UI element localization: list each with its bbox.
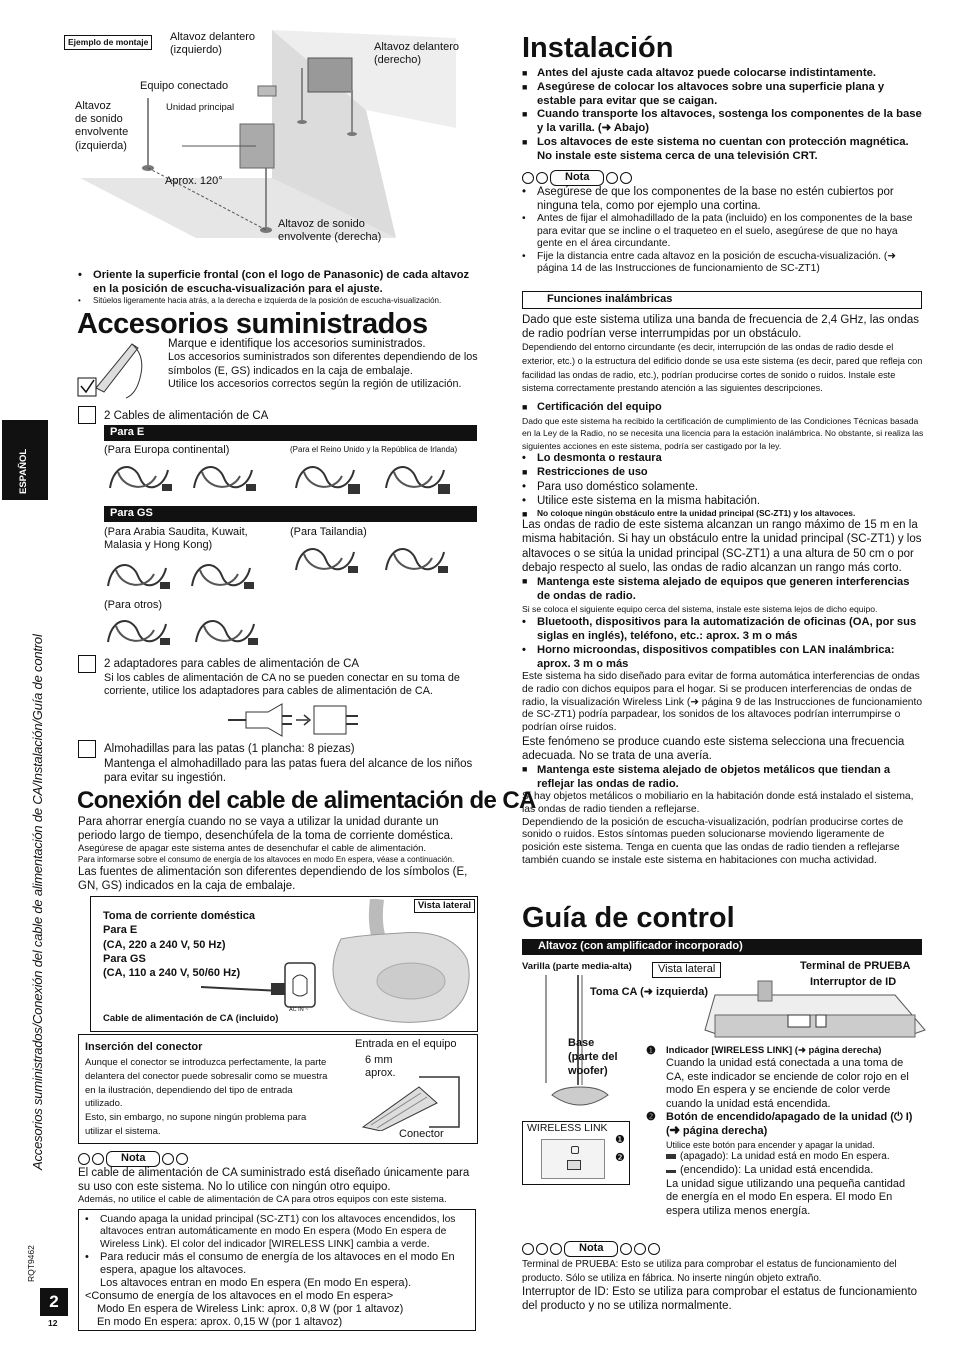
standby-2: • Para reducir más el consumo de energía de los altavoces en el modo En espera, apague los altavoces. [85, 1251, 469, 1277]
cert-text: Dado que este sistema ha recibido la certificación de cumplimiento de las Condiciones Técnicas basada en la Ley de la Radio, no se necesita una licencia para la estación inalámbrica. No obstante, si realiza las siguientes acciones en este sistema, podría ser castigado por la ley. [522, 415, 924, 451]
cable-icon [104, 458, 176, 498]
btn-off [646, 1151, 920, 1164]
ind-title [646, 1045, 920, 1057]
europa-label: (Para Europa continental) [104, 444, 230, 456]
intro-2: Los accesorios suministrados son diferentes dependiendo de los símbolos (E, GS) indicados en la caja de embalaje. [168, 351, 478, 377]
nota-instalacion [522, 170, 632, 186]
btn-on [646, 1164, 920, 1178]
main-unit [258, 86, 276, 96]
para-gs-label: Para GS [103, 952, 146, 965]
accesorios-title: Accesorios suministrados [77, 308, 428, 340]
cable-icon [290, 540, 362, 580]
insercion-title: Inserción del conector [85, 1041, 203, 1053]
tv [308, 58, 352, 92]
lang-tab [2, 420, 48, 500]
label-front-left: Altavoz delantero (izquierdo) [170, 31, 255, 57]
tailandia-label: (Para Tailandia) [290, 526, 367, 538]
reino-label: (Para el Reino Unido y la República de Irlanda) [290, 445, 458, 454]
mant2: ■ Mantenga este sistema alejado de objetos metálicos que tiendan a reflejar las ondas de radio. [522, 763, 924, 791]
standby-3: Los altavoces entran en modo En espera (En modo En espera). [100, 1276, 412, 1289]
nota-instalacion-list [522, 185, 924, 276]
lang-label: ESPAÑOL [18, 448, 29, 494]
cable-inc-label: Cable de alimentación de CA (incluido) [103, 1013, 279, 1024]
conexion-p3: Para informarse sobre el consumo de energía de los altavoces en modo En espera, véase a continuación. [78, 855, 455, 865]
inst-n3: • Fije la distancia entre cada altavoz en la posición de escucha-visualización. (➜ página 14 de las Instrucciones de funcionamiento de SC-ZT1) [522, 251, 924, 276]
connector-illustration [359, 1073, 469, 1131]
funciones-text [522, 313, 924, 396]
cable-icon [188, 458, 260, 498]
nota-label: Nota [550, 170, 604, 186]
cable-icon [186, 556, 258, 596]
conexion-text [78, 815, 478, 893]
insercion-text: Aunque el conector se introduzca perfectamente, la parte delantera del conector puede sobresalir como se muestra en la ilustración, dependiendo del tipo de entrada utilizado. Esto, sin embargo, no supone ningún problema para utilizar el sistema. [85, 1057, 328, 1137]
check-cables[interactable] [78, 406, 96, 424]
speaker-base-illustration [201, 899, 477, 1031]
power-diagram [90, 896, 478, 1032]
volt-e: (CA, 220 a 240 V, 50 Hz) [103, 938, 226, 951]
page-number: 2 [40, 1288, 68, 1316]
btn-number: ❷ [646, 1111, 656, 1124]
off-text: (apagado): La unidad está en modo En espera. [680, 1151, 890, 1163]
desm: • Lo desmonta o restaura [522, 452, 924, 466]
para-gs-bar: Para GS [104, 506, 477, 522]
orient-bullet-1: • Oriente la superficie frontal (con el logo de Panasonic) de cada altavoz en la posición de escucha-visualización para el ajuste. [78, 268, 478, 296]
cert-block [522, 401, 924, 868]
inst-4: ■ Los altavoces de este sistema no cuentan con protección magnética. No instale este sistema cerca de una televisión CRT. [522, 136, 924, 164]
guia-title: Guía de control [522, 902, 735, 934]
inst-3: ■ Cuando transporte los altavoces, sostenga los componentes de la base y la varilla. (➜ Abajo) [522, 108, 924, 136]
cable-icon [290, 458, 362, 498]
nota-guia-text [522, 1258, 924, 1313]
nota-label: Nota [564, 1241, 618, 1257]
nota-conexion [78, 1151, 188, 1167]
off-symbol-icon [666, 1154, 676, 1159]
otros-label: (Para otros) [104, 599, 163, 611]
conexion-title: Conexión del cable de alimentación de CA [77, 787, 536, 814]
metal-text: Si hay objetos metálicos o mobiliario en la habitación donde está instalado el sistema, las ondas de radio tienden a reflejarse. [522, 791, 914, 815]
cable-icon [380, 458, 452, 498]
mm-label: 6 mm aprox. [365, 1054, 396, 1080]
guia-vista-tag: Vista lateral [652, 962, 721, 978]
func-1: Dado que este sistema utiliza una banda de frecuencia de 2,4 GHz, las ondas de radio podrían verse interrumpidas por un obstáculo. [522, 314, 919, 341]
vista-lateral-tag: Vista lateral [414, 899, 475, 913]
nota-conexion-1: El cable de alimentación de CA suministrado está diseñado únicamente para su uso con este sistema. No lo utilice con ningún otro equipo. [78, 1167, 470, 1194]
accesorios-intro [168, 337, 480, 392]
label-surround-right: Altavoz de sonido envolvente (derecha) [278, 218, 382, 244]
conexion-p2: Asegúrese de apagar este sistema antes de desenchufar el cable de alimentación. [78, 843, 427, 855]
inst-1: ■ Antes del ajuste cada altavoz puede colocarse indistintamente. [522, 67, 924, 81]
nota-conexion-text [78, 1166, 478, 1206]
instalacion-list [522, 67, 924, 163]
label-interruptor: Interruptor de ID [810, 976, 897, 988]
inst-n1: • Asegúrese de que los componentes de la base no estén cubiertos por ninguna tela, como por ejemplo una cortina. [522, 185, 924, 213]
nota-label: Nota [106, 1151, 160, 1167]
nota-guia-1: Terminal de PRUEBA: Esto se utiliza para comprobar el estatus de funcionamiento del producto. Sólo se utiliza en fábrica. No inserte ningún objeto extraño. [522, 1259, 897, 1284]
controls-desc [646, 1045, 920, 1219]
mant1: ■ Mantenga este sistema alejado de equipos que generen interferencias de ondas de radio. [522, 575, 924, 603]
pads-label: Almohadillas para las patas (1 plancha: 8 piezas) [104, 743, 355, 755]
power-button[interactable] [567, 1160, 581, 1170]
check-pads[interactable] [78, 740, 96, 758]
sidebar-code: RQT9462 [26, 1245, 36, 1282]
label-base: Base (parte del woofer) [568, 1037, 618, 1077]
toma-ca-text: Toma CA (➜ izquierda) [590, 986, 708, 998]
obst-text: Las ondas de radio de este sistema alcanzan un rango máximo de 15 m en la misma habitación. Si hay un obstáculo entre la unidad principal (SC-ZT1) y los altavoces o se sitúa la unidad principal (SC-ZT1) a una altura de 50 cm o por debajo respecto al suelo, las ondas de radio alcanzan un rango más corto. [522, 519, 922, 574]
callout-1: ❶ [615, 1134, 625, 1146]
nota-guia-2: Interruptor de ID: Esto se utiliza para comprobar el estatus de funcionamiento del producto y no se utiliza normalmente. [522, 1286, 918, 1313]
callout-2: ❷ [615, 1152, 625, 1164]
standby-box [78, 1209, 476, 1331]
volt-gs: (CA, 110 a 240 V, 50/60 Hz) [103, 967, 241, 980]
label-angle: Aprox. 120° [165, 175, 223, 187]
intro-1: Marque e identifique los accesorios suministrados. [168, 338, 426, 350]
cable-icon [380, 540, 452, 580]
standby-5: Modo En espera de Wireless Link: aprox. 0,8 W (por 1 altavoz) [97, 1302, 404, 1315]
bluetooth: • Bluetooth, dispositivos para la automatización de oficinas (OA, por sus siglas en inglés), teléfono, etc.: aprox. 3 m o más [522, 615, 924, 643]
nota-guia [522, 1241, 660, 1257]
metal-text-2: Dependiendo de la posición de escucha-visualización, podrían producirse cortes de sonido o ruidos. Estos síntomas pueden solucionarse moviendo ligeramente de posición este sistema. Tenga en cuenta que las ondas de radio tienden a reflejarse también cuando se instale este sistema en habitaciones con mucha actividad. [522, 816, 904, 866]
entrada-label: Entrada en el equipo [355, 1038, 457, 1050]
label-connected: Equipo conectado [140, 80, 229, 92]
mant1-small: Si se coloca el siguiente equipo cerca del sistema, instale este sistema lejos de dicho equipo. [522, 604, 878, 615]
standby-4: <Consumo de energía de los altavoces en el modo En espera> [85, 1289, 394, 1302]
orient-notes [78, 268, 478, 306]
standby-1: • Cuando apaga la unidad principal (SC-ZT1) con los altavoces encendidos, los altavoces entran automáticamente en modo En espera (Modo En espera de Wireless Link). El color del indicador [WIRELESS LINK] cambia a verde. [85, 1214, 469, 1251]
wl-panel-face [541, 1139, 605, 1179]
funciones-header: Funciones inalámbricas [522, 291, 922, 309]
wireless-panel [522, 1121, 630, 1185]
horno: • Horno microondas, dispositivos compatibles con LAN inalámbrica: aprox. 3 m o más [522, 643, 924, 671]
cert-title: ■ Certificación del equipo [522, 401, 924, 415]
intro-3: Utilice los accesorios correctos según la región de utilización. [168, 378, 462, 391]
btn-small: Utilice este botón para encender y apagar la unidad. [666, 1139, 875, 1150]
inst-2: ■ Asegúrese de colocar los altavoces sobre una superficie plana y estable para evitar que se caigan. [522, 81, 924, 109]
cable-icon [190, 612, 262, 652]
pen-check-icon [76, 338, 160, 402]
on-symbol-icon [666, 1168, 676, 1173]
restr-2: • Utilice este sistema en la misma habitación. [522, 494, 924, 508]
guia-bar: Altavoz (con amplificador incorporado) [522, 939, 922, 955]
insercion-box [78, 1034, 478, 1144]
adapt-text: Si los cables de alimentación de CA no se pueden conectar en su toma de corriente, utilice los adaptadores para cables de alimentación de CA. [104, 672, 460, 698]
design-text: Este sistema ha sido diseñado para evitar de forma automática interferencias de ondas de radio con dichos equipos para el hogar. Si se producen interferencias de ondas de radio, la visualización Wireless Link (➜ página 9 de las Instrucciones de funcionamiento de SC-ZT1) podría parpadear, los sonidos de los altavoces podrían interrumpirse o podrían oírse ruidos. [522, 671, 923, 734]
cable-icon [102, 556, 174, 596]
arabia-label: (Para Arabia Saudita, Kuwait, Malasia y Hong Kong) [104, 526, 248, 552]
label-front-right: Altavoz delantero (derecho) [374, 41, 459, 67]
ind-number: ❶ [646, 1045, 656, 1057]
label-prueba: Terminal de PRUEBA [800, 960, 911, 972]
para-e-label: Para E [103, 924, 138, 937]
wireless-indicator [571, 1146, 579, 1154]
conector-label: Conector [399, 1128, 444, 1140]
sidebar-vertical-title: Accesorios suministrados/Conexión del cable de alimentación de CA/Instalación/Guía de control [30, 634, 45, 1170]
label-varilla: Varilla (parte media-alta) [522, 961, 632, 972]
conexion-p4: Las fuentes de alimentación son diferentes dependiendo de los símbolos (E, GN, GS) indicados en la caja de embalaje. [78, 866, 468, 893]
pads-text: Mantenga el almohadillado para las patas fuera del alcance de los niños para evitar su ingestión. [104, 758, 473, 785]
orient-bullet-2: • Sitúelos ligeramente hacia atrás, a la derecha e izquierda de la posición de escucha-visualización. [78, 296, 478, 306]
cables-label: 2 Cables de alimentación de CA [104, 410, 269, 422]
adapt-label: 2 adaptadores para cables de alimentación de CA [104, 658, 360, 670]
obst-title: ■ No coloque ningún obstáculo entre la unidad principal (SC-ZT1) y los altavoces. [522, 508, 924, 519]
on-more: La unidad sigue utilizando una pequeña cantidad de energía en el modo En espera. El modo En espera utiliza menos energía. [666, 1177, 906, 1217]
func-2: Dependiendo del entorno circundante (es decir, interrupción de las ondas de radio desde el exterior, etc.) o la estructura del edificio donde se usa este sistema (es decir, pared que refleja con facilidad las ondas de radio, etc.), podrían producirse cortes de sonido o ruidos. Instale este sistema correctamente prestando atención a las siguientes descripciones. [522, 342, 923, 394]
label-surround-left: Altavoz de sonido envolvente (izquierda) [75, 100, 129, 152]
check-adapters[interactable] [78, 655, 96, 673]
toma-label: Toma de corriente doméstica [103, 910, 256, 922]
conexion-p1: Para ahorrar energía cuando no se vaya a utilizar la unidad durante un periodo largo de tiempo, desenchúfela de la toma de corriente doméstica. [78, 816, 454, 843]
restr-1: • Para uso doméstico solamente. [522, 480, 924, 494]
restr: ■ Restricciones de uso [522, 466, 924, 480]
cable-icon [102, 612, 174, 652]
btn-title [646, 1111, 920, 1139]
standby-6: En modo En espera: aprox. 0,15 W (por 1 altavoz) [97, 1315, 343, 1328]
adapter-icon [222, 702, 372, 738]
on-text: (encendido): La unidad está encendida. [680, 1163, 874, 1176]
instalacion-title: Instalación [522, 32, 674, 64]
ind-title-text: Indicador [WIRELESS LINK] (➜ página derecha) [666, 1045, 882, 1056]
ind-text: Cuando la unidad está conectada a una toma de CA, este indicador se enciende de color rojo en el modo En espera y se enciende de color verde cuando la unidad está encendida. [666, 1056, 909, 1110]
fenomeno: Este fenómeno se produce cuando este sistema selecciona una frecuencia adecuada. No se trata de una avería. [522, 736, 905, 763]
label-main-unit: Unidad principal [166, 102, 235, 113]
para-e-bar: Para E [104, 425, 477, 441]
inst-n2: • Antes de fijar el almohadillado de la pata (incluido) en los componentes de la base para evitar que se incline o el traqueteo en el suelo, asegúrese de que no haya gente en el área circundante. [522, 213, 924, 251]
layout-tag: Ejemplo de montaje [64, 35, 152, 50]
wl-label: WIRELESS LINK [527, 1122, 608, 1134]
ac-in-label: AC IN ~ [289, 1007, 309, 1013]
btn-title-text: Botón de encendido/apagado de la unidad (⏻ I) (➜ página derecha) [666, 1111, 913, 1138]
nota-conexion-2: Además, no utilice el cable de alimentación de CA para otros equipos con este sistema. [78, 1194, 447, 1206]
page-number-small: 12 [48, 1318, 58, 1328]
